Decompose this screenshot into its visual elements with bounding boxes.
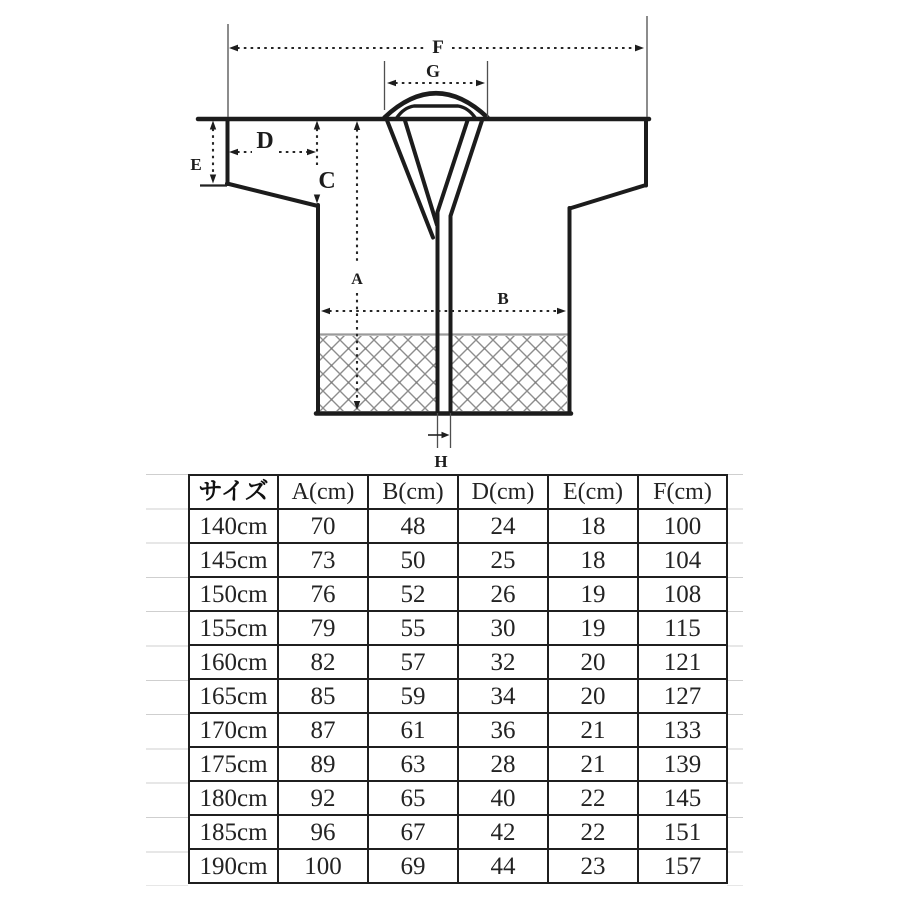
dim-label-d: D xyxy=(256,128,274,154)
value-cell: 82 xyxy=(278,645,368,679)
faint-gridlines-left xyxy=(146,474,188,886)
value-cell: 115 xyxy=(638,611,727,645)
value-cell: 69 xyxy=(368,849,458,883)
header-cell-size: サイズ xyxy=(189,475,278,509)
size-cell: 145cm xyxy=(189,543,278,577)
left-underarm xyxy=(227,184,318,207)
value-cell: 70 xyxy=(278,509,368,543)
value-cell: 19 xyxy=(548,611,638,645)
header-cell-b: B(cm) xyxy=(368,475,458,509)
value-cell: 42 xyxy=(458,815,548,849)
size-cell: 180cm xyxy=(189,781,278,815)
dim-label-c: C xyxy=(318,168,336,194)
size-cell: 175cm xyxy=(189,747,278,781)
value-cell: 108 xyxy=(638,577,727,611)
value-cell: 25 xyxy=(458,543,548,577)
size-row-150 xyxy=(189,577,727,611)
size-row-165 xyxy=(189,679,727,713)
size-row-140 xyxy=(189,509,727,543)
value-cell: 133 xyxy=(638,713,727,747)
value-cell: 92 xyxy=(278,781,368,815)
size-cell: 150cm xyxy=(189,577,278,611)
size-table-header-row xyxy=(189,475,727,509)
value-cell: 23 xyxy=(548,849,638,883)
size-row-170 xyxy=(189,713,727,747)
collar-arch-inner xyxy=(397,106,475,118)
value-cell: 89 xyxy=(278,747,368,781)
size-row-175 xyxy=(189,747,727,781)
value-cell: 40 xyxy=(458,781,548,815)
value-cell: 96 xyxy=(278,815,368,849)
dim-label-g: G xyxy=(425,61,441,81)
value-cell: 76 xyxy=(278,577,368,611)
size-cell: 140cm xyxy=(189,509,278,543)
size-table xyxy=(188,474,728,884)
dim-label-b: B xyxy=(497,289,509,308)
value-cell: 127 xyxy=(638,679,727,713)
value-cell: 32 xyxy=(458,645,548,679)
value-cell: 22 xyxy=(548,815,638,849)
value-cell: 21 xyxy=(548,747,638,781)
header-cell-e: E(cm) xyxy=(548,475,638,509)
value-cell: 50 xyxy=(368,543,458,577)
header-cell-d: D(cm) xyxy=(458,475,548,509)
value-cell: 21 xyxy=(548,713,638,747)
size-row-190 xyxy=(189,849,727,883)
right-underarm xyxy=(570,185,647,209)
value-cell: 18 xyxy=(548,509,638,543)
value-cell: 34 xyxy=(458,679,548,713)
value-cell: 55 xyxy=(368,611,458,645)
hem-hatched-panel xyxy=(318,335,568,412)
value-cell: 36 xyxy=(458,713,548,747)
header-cell-a: A(cm) xyxy=(278,475,368,509)
value-cell: 67 xyxy=(368,815,458,849)
header-cell-f: F(cm) xyxy=(638,475,727,509)
value-cell: 44 xyxy=(458,849,548,883)
value-cell: 139 xyxy=(638,747,727,781)
faint-gridlines-right xyxy=(727,474,743,886)
size-cell: 170cm xyxy=(189,713,278,747)
size-cell: 185cm xyxy=(189,815,278,849)
size-row-185 xyxy=(189,815,727,849)
value-cell: 104 xyxy=(638,543,727,577)
value-cell: 151 xyxy=(638,815,727,849)
value-cell: 59 xyxy=(368,679,458,713)
value-cell: 26 xyxy=(458,577,548,611)
dim-label-f: F xyxy=(432,37,444,58)
value-cell: 19 xyxy=(548,577,638,611)
value-cell: 65 xyxy=(368,781,458,815)
size-row-155 xyxy=(189,611,727,645)
value-cell: 87 xyxy=(278,713,368,747)
value-cell: 121 xyxy=(638,645,727,679)
size-cell: 160cm xyxy=(189,645,278,679)
size-row-145 xyxy=(189,543,727,577)
value-cell: 63 xyxy=(368,747,458,781)
value-cell: 30 xyxy=(458,611,548,645)
value-cell: 73 xyxy=(278,543,368,577)
value-cell: 18 xyxy=(548,543,638,577)
dim-label-a: A xyxy=(351,271,363,288)
dim-label-h: H xyxy=(434,452,448,470)
value-cell: 157 xyxy=(638,849,727,883)
value-cell: 48 xyxy=(368,509,458,543)
dim-label-e: E xyxy=(190,155,202,174)
size-row-180 xyxy=(189,781,727,815)
value-cell: 85 xyxy=(278,679,368,713)
size-row-160 xyxy=(189,645,727,679)
value-cell: 79 xyxy=(278,611,368,645)
value-cell: 61 xyxy=(368,713,458,747)
size-cell: 165cm xyxy=(189,679,278,713)
size-cell: 190cm xyxy=(189,849,278,883)
value-cell: 22 xyxy=(548,781,638,815)
value-cell: 24 xyxy=(458,509,548,543)
value-cell: 100 xyxy=(638,509,727,543)
value-cell: 20 xyxy=(548,679,638,713)
value-cell: 100 xyxy=(278,849,368,883)
value-cell: 20 xyxy=(548,645,638,679)
value-cell: 28 xyxy=(458,747,548,781)
value-cell: 145 xyxy=(638,781,727,815)
value-cell: 57 xyxy=(368,645,458,679)
value-cell: 52 xyxy=(368,577,458,611)
size-cell: 155cm xyxy=(189,611,278,645)
